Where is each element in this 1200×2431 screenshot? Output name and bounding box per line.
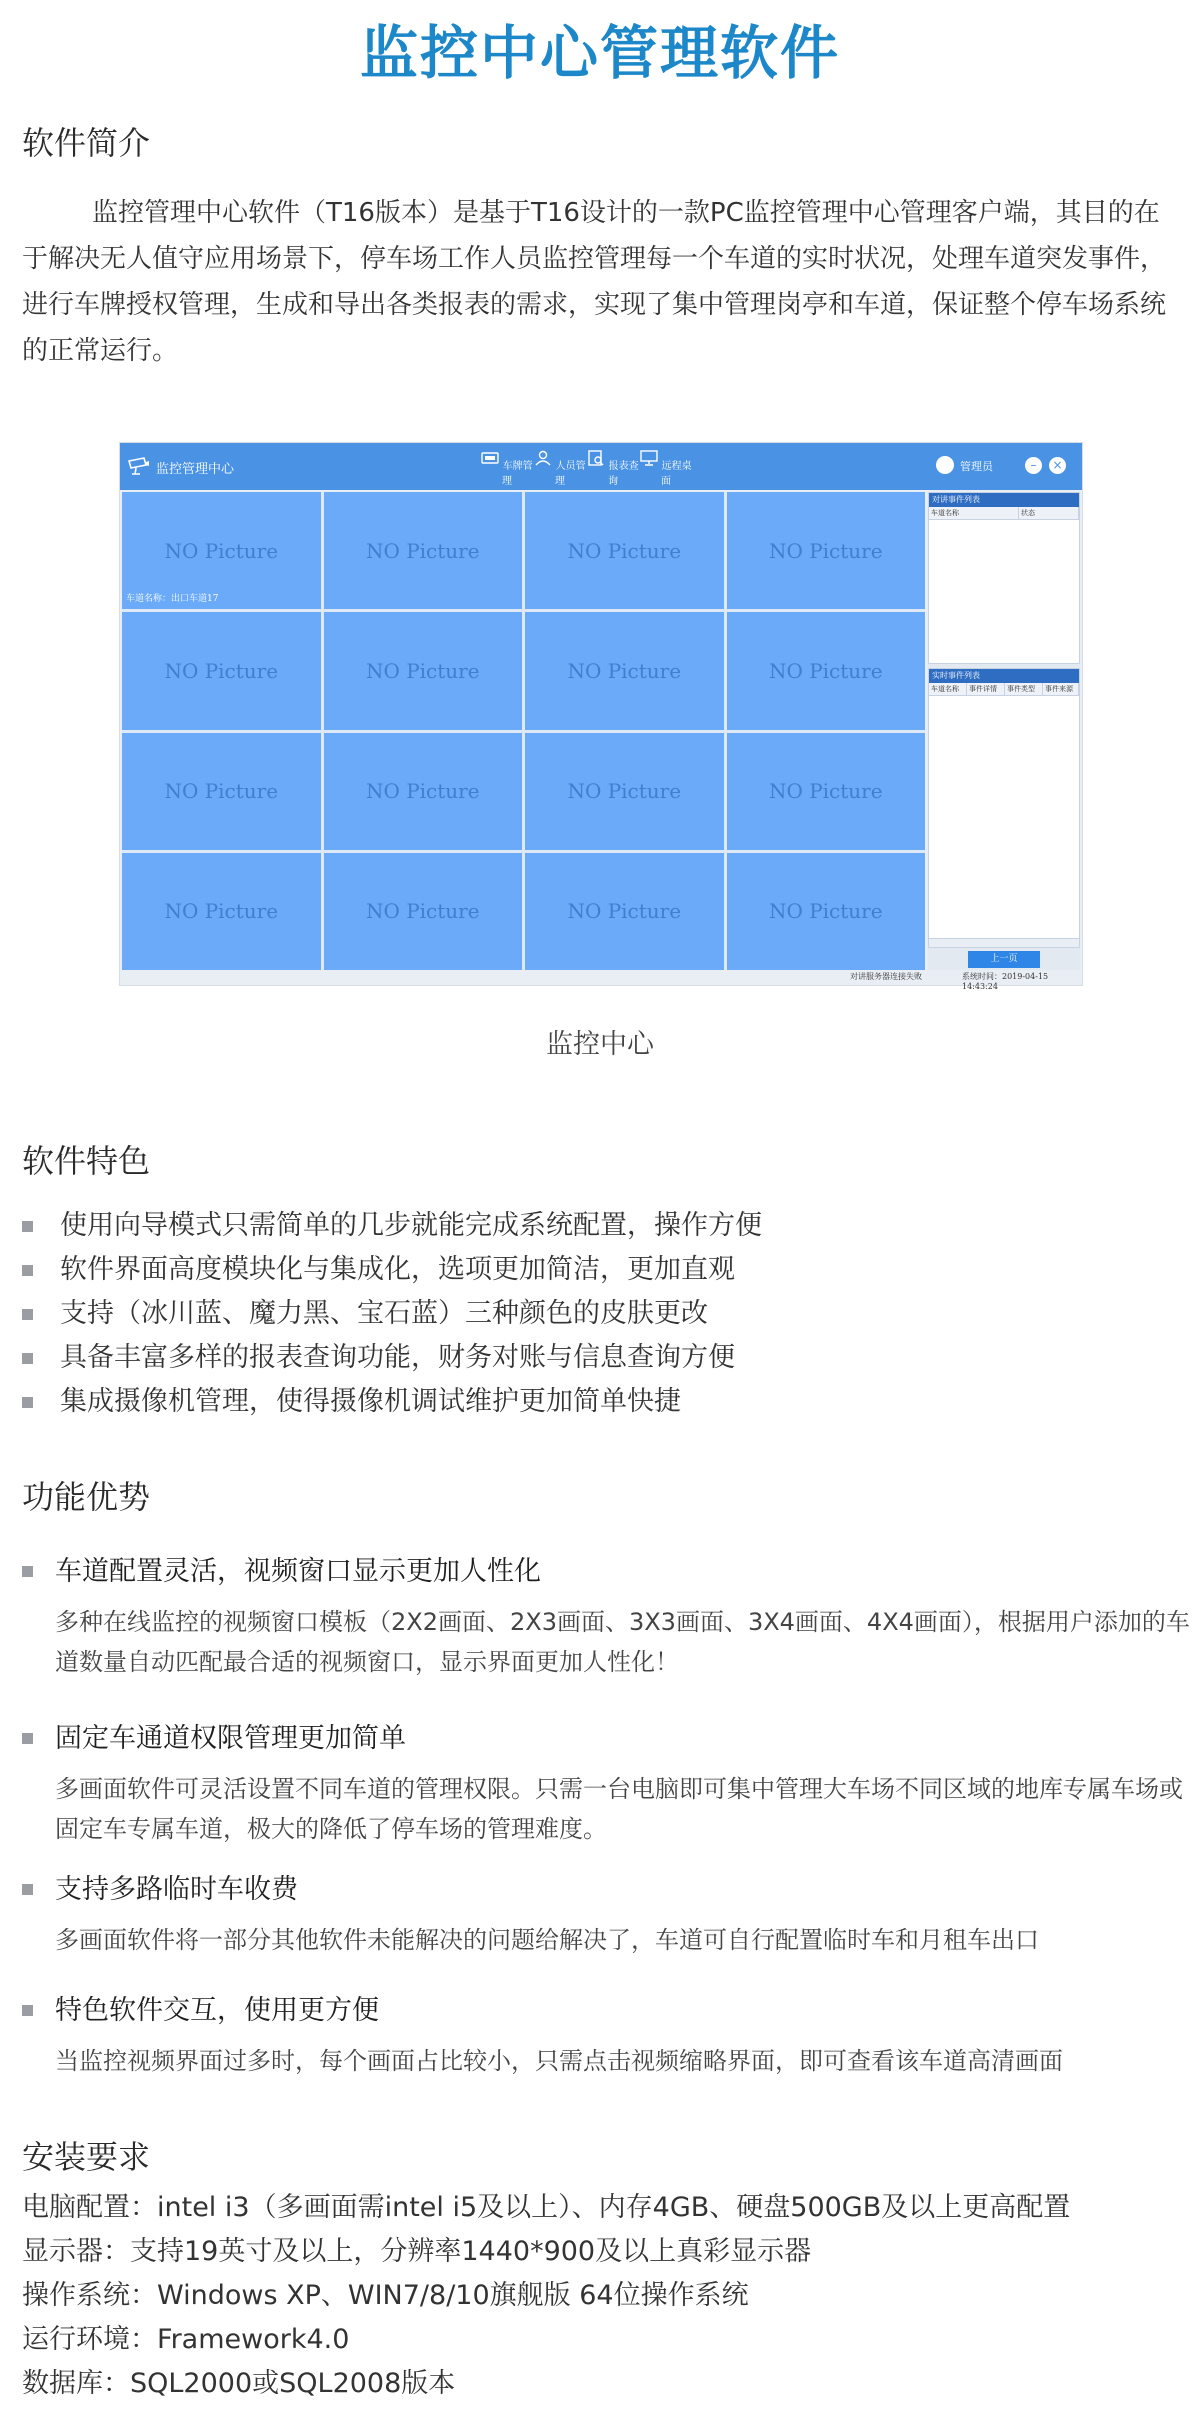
user-name: 管理员 [960, 460, 993, 473]
list-item [22, 1380, 1182, 1424]
list-item [22, 1248, 1182, 1292]
section-heading-advantages: 功能优势 [22, 1478, 151, 1516]
section-heading-install: 安装要求 [22, 2138, 151, 2176]
nav-report-query[interactable] [583, 450, 643, 487]
video-cell[interactable] [122, 853, 321, 970]
advantage-text: 多种在线监控的视频窗口模板（2X2画面、2X3画面、3X3画面、3X4画面、4X4画面），根据用户添加的车道数量自动匹配最合适的视频窗口，显示界面更加人性化！ [55, 1608, 1190, 1676]
column-header[interactable]: 状态 [1019, 507, 1079, 519]
video-cell[interactable] [525, 853, 724, 970]
cell-placeholder: NO Picture [164, 899, 279, 924]
minimize-icon[interactable]: – [1025, 457, 1042, 474]
bullet-square-icon [22, 1884, 33, 1895]
video-cell[interactable] [122, 733, 321, 850]
bullet-square-icon [22, 1353, 33, 1364]
feature-text: 集成摄像机管理，使得摄像机调试维护更加简单快捷 [60, 1386, 681, 1417]
video-cell[interactable] [727, 853, 926, 970]
advantage-title [22, 1870, 1192, 1910]
license-plate-icon [481, 450, 499, 466]
bullet-square-icon [22, 1265, 33, 1276]
panel-title: 对讲事件列表 [929, 493, 1079, 507]
nav-personnel-management[interactable] [530, 450, 590, 487]
user-icon [534, 450, 552, 466]
bullet-square-icon [22, 1733, 33, 1744]
cell-placeholder: NO Picture [365, 899, 480, 924]
advantage-item [22, 1552, 1192, 1682]
bullet-square-icon [22, 1309, 33, 1320]
cell-placeholder: NO Picture [768, 538, 883, 563]
column-header[interactable]: 车道名称 [929, 507, 1019, 519]
nav-label: 报表查询 [608, 461, 639, 487]
advantage-title [22, 1719, 1192, 1759]
column-header[interactable]: 事件类型 [1005, 683, 1043, 695]
features-list [22, 1204, 1182, 1424]
cell-placeholder: NO Picture [768, 658, 883, 683]
cell-placeholder: NO Picture [164, 538, 279, 563]
feature-text: 具备丰富多样的报表查询功能，财务对账与信息查询方便 [60, 1342, 735, 1373]
cell-placeholder: NO Picture [164, 779, 279, 804]
cell-placeholder: NO Picture [365, 779, 480, 804]
feature-text: 使用向导模式只需简单的几步就能完成系统配置，操作方便 [60, 1210, 762, 1241]
video-cell[interactable] [324, 733, 523, 850]
bullet-square-icon [22, 1397, 33, 1408]
advantage-item [22, 1991, 1192, 2081]
requirement-line: 运行环境：Framework4.0 [22, 2324, 350, 2355]
cell-placeholder: NO Picture [567, 658, 682, 683]
bullet-square-icon [22, 1566, 33, 1577]
advantage-title [22, 1552, 1192, 1592]
advantage-title [22, 1991, 1192, 2031]
video-grid [122, 492, 925, 970]
advantage-title-text: 车道配置灵活，视频窗口显示更加人性化 [55, 1556, 541, 1587]
advantage-title-text: 特色软件交互，使用更方便 [55, 1995, 379, 2026]
monitor-icon [640, 450, 658, 466]
video-cell[interactable] [324, 853, 523, 970]
cell-placeholder: NO Picture [365, 658, 480, 683]
advantage-item [22, 1719, 1192, 1849]
video-cell[interactable] [525, 492, 724, 609]
requirement-line: 数据库：SQL2000或SQL2008版本 [22, 2368, 456, 2399]
cell-placeholder: NO Picture [768, 779, 883, 804]
advantage-text: 多画面软件可灵活设置不同车道的管理权限。只需一台电脑即可集中管理大车场不同区域的地库专属车场或固定车专属车道，极大的降低了停车场的管理难度。 [55, 1775, 1183, 1843]
nav-label: 远程桌面 [661, 461, 692, 487]
report-icon [587, 450, 605, 466]
column-header[interactable]: 事件来源 [1043, 683, 1079, 695]
app-name: 监控管理中心 [156, 462, 235, 477]
video-cell[interactable] [324, 492, 523, 609]
section-heading-features: 软件特色 [22, 1142, 151, 1180]
horizontal-scrollbar[interactable] [929, 938, 1079, 947]
advantage-text: 多画面软件将一部分其他软件未能解决的问题给解决了，车道可自行配置临时车和月租车出口 [55, 1926, 1039, 1954]
video-cell[interactable] [324, 612, 523, 729]
intro-paragraph: 监控管理中心软件（T16版本）是基于T16设计的一款PC监控管理中心管理客户端，其目的在于解决无人值守应用场景下，停车场工作人员监控管理每一个车道的实时状况，处理车道突发事件，进行车牌授权管理，生成和导出各类报表的需求，实现了集中管理岗亭和车道，保证整个停车场系统的正常运行。 [22, 198, 1167, 366]
panel-columns [929, 507, 1079, 520]
user-avatar-icon[interactable] [936, 456, 954, 474]
intercom-event-panel [928, 492, 1080, 664]
app-header [120, 443, 1082, 490]
system-time: 系统时间：2019-04-15 14:43:24 [962, 972, 1049, 991]
video-cell[interactable] [122, 612, 321, 729]
list-item [22, 1292, 1182, 1336]
cell-placeholder: NO Picture [768, 899, 883, 924]
nav-plate-management[interactable] [477, 450, 537, 487]
video-cell[interactable] [122, 492, 321, 609]
intercom-status: 对讲服务器连接失败 [850, 972, 922, 981]
advantage-title-text: 固定车通道权限管理更加简单 [55, 1723, 406, 1754]
panel-columns [929, 683, 1079, 696]
column-header[interactable]: 事件详情 [967, 683, 1005, 695]
realtime-event-panel [928, 668, 1080, 948]
nav-label: 车牌管理 [502, 461, 533, 487]
list-item [22, 1336, 1182, 1380]
requirement-line: 电脑配置：intel i3（多画面需intel i5及以上）、内存4GB、硬盘500GB及以上更高配置 [22, 2192, 1071, 2223]
cell-placeholder: NO Picture [567, 899, 682, 924]
list-item [22, 1204, 1182, 1248]
feature-text: 支持（冰川蓝、魔力黑、宝石蓝）三种颜色的皮肤更改 [60, 1298, 708, 1329]
close-icon[interactable]: × [1049, 457, 1066, 474]
camera-logo-icon [128, 457, 150, 475]
column-header[interactable]: 车道名称 [929, 683, 967, 695]
app-screenshot [119, 442, 1083, 991]
video-cell[interactable] [727, 733, 926, 850]
lane-name-label: 车道名称：出口车道17 [126, 594, 219, 605]
section-heading-intro: 软件简介 [22, 124, 151, 162]
video-cell[interactable] [727, 612, 926, 729]
panel-title: 实时事件列表 [929, 669, 1079, 683]
bullet-square-icon [22, 2005, 33, 2016]
cell-placeholder: NO Picture [567, 779, 682, 804]
side-panels [928, 492, 1080, 970]
page-title: 监控中心管理软件 [359, 19, 840, 87]
video-cell[interactable] [525, 612, 724, 729]
cell-placeholder: NO Picture [164, 658, 279, 683]
bullet-square-icon [22, 1221, 33, 1232]
prev-page-button[interactable]: 上一页 [968, 951, 1040, 968]
video-cell[interactable] [727, 492, 926, 609]
feature-text: 软件界面高度模块化与集成化，选项更加简洁，更加直观 [60, 1254, 735, 1285]
video-cell[interactable] [525, 733, 724, 850]
advantage-text: 当监控视频界面过多时，每个画面占比较小，只需点击视频缩略界面，即可查看该车道高清画面 [55, 2047, 1063, 2075]
cell-placeholder: NO Picture [365, 538, 480, 563]
figure-caption: 监控中心 [546, 1029, 654, 1060]
install-requirements [22, 2186, 1182, 2406]
requirement-line: 显示器：支持19英寸及以上，分辨率1440*900及以上真彩显示器 [22, 2236, 812, 2267]
requirement-line: 操作系统：Windows XP、WIN7/8/10旗舰版 64位操作系统 [22, 2280, 749, 2311]
cell-placeholder: NO Picture [567, 538, 682, 563]
advantage-item [22, 1870, 1192, 1960]
advantage-title-text: 支持多路临时车收费 [55, 1874, 298, 1905]
nav-remote-desktop[interactable] [636, 450, 696, 487]
nav-label: 人员管理 [555, 461, 586, 487]
